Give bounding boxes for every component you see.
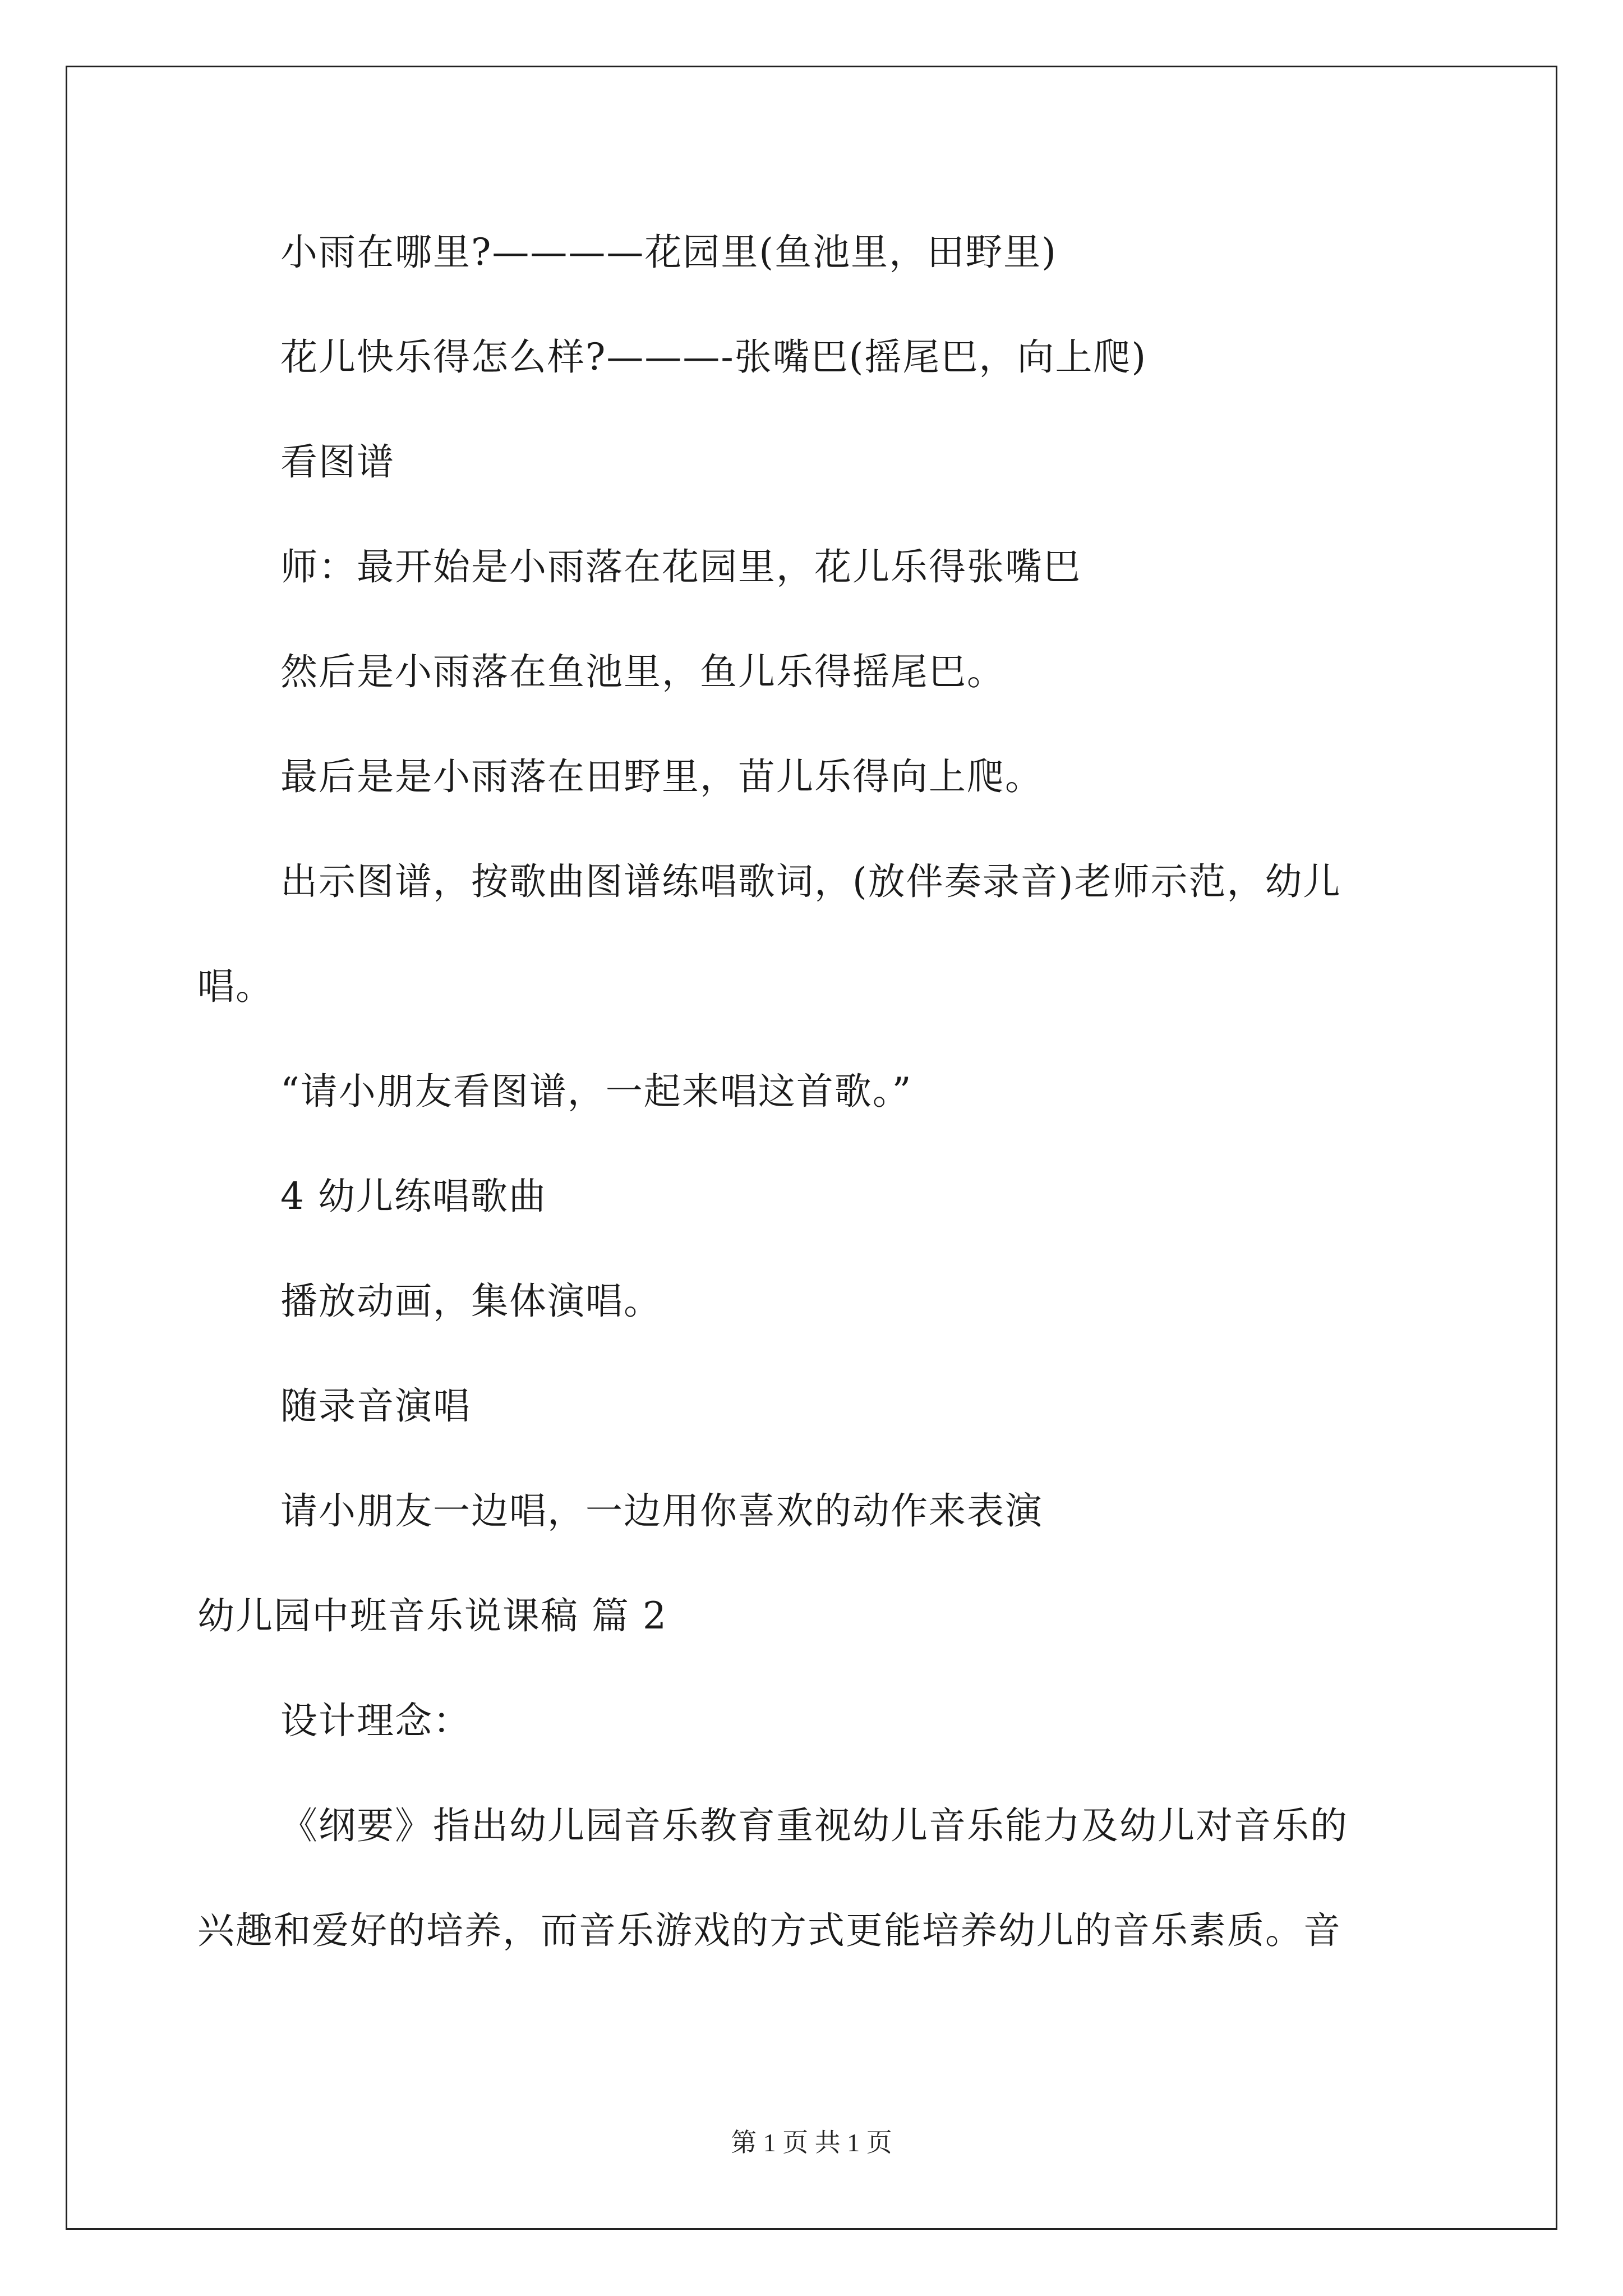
paragraph-line: 最后是是小雨落在田野里，苗儿乐得向上爬。 <box>280 755 1043 798</box>
paragraph-line: 然后是小雨落在鱼池里，鱼儿乐得摇尾巴。 <box>280 650 1005 693</box>
paragraph-line: 看图谱 <box>280 440 395 484</box>
paragraph-line: 师：最开始是小雨落在花园里，花儿乐得张嘴巴 <box>280 545 1081 588</box>
page-footer: 第 1 页 共 1 页 <box>731 2128 892 2157</box>
paragraph-line: 设计理念： <box>280 1699 471 1742</box>
paragraph-line: 兴趣和爱好的培养，而音乐游戏的方式更能培养幼儿的音乐素质。音 <box>197 1909 1341 1952</box>
paragraph-line: 唱。 <box>197 965 274 1008</box>
paragraph-line: 播放动画，集体演唱。 <box>280 1280 662 1323</box>
paragraph-line: 请小朋友一边唱，一边用你喜欢的动作来表演 <box>280 1489 1043 1533</box>
paragraph-line: 4 幼儿练唱歌曲 <box>280 1175 547 1218</box>
paragraph-line: 出示图谱，按歌曲图谱练唱歌词，(放伴奏录音)老师示范，幼儿 <box>280 860 1341 903</box>
section-heading: 幼儿园中班音乐说课稿 篇 2 <box>197 1594 667 1637</box>
paragraph-line: “请小朋友看图谱，一起来唱这首歌。” <box>280 1070 912 1113</box>
paragraph-line: 随录音演唱 <box>280 1384 471 1428</box>
paragraph-line: 小雨在哪里?————花园里(鱼池里，田野里) <box>280 231 1057 274</box>
paragraph-line: 花儿快乐得怎么样?———-张嘴巴(摇尾巴，向上爬) <box>280 335 1147 379</box>
paragraph-line: 《纲要》指出幼儿园音乐教育重视幼儿音乐能力及幼儿对音乐的 <box>280 1804 1348 1847</box>
